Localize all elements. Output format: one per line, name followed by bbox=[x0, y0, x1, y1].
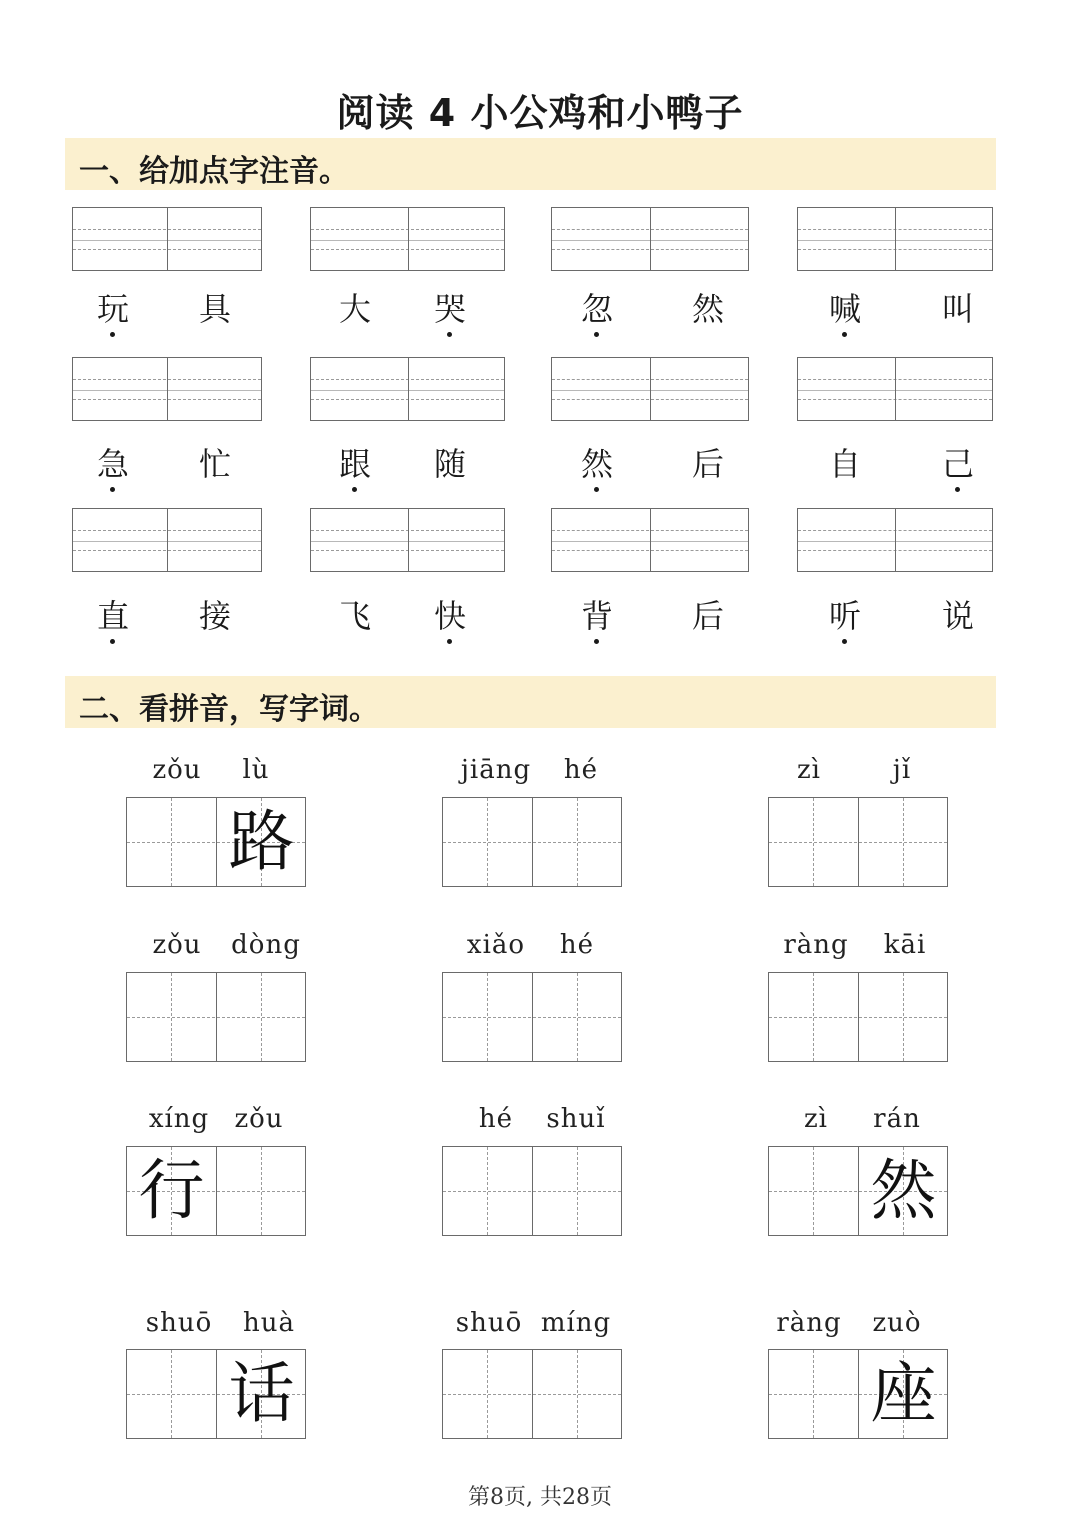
pinyin-label: jǐ bbox=[892, 755, 912, 785]
word-character: 随 bbox=[433, 445, 466, 483]
written-character bbox=[533, 1350, 622, 1438]
pinyin-grid[interactable] bbox=[72, 508, 262, 572]
pinyin-label: míng bbox=[540, 1308, 612, 1338]
word-character: 背 bbox=[572, 596, 622, 636]
word-character: 听 bbox=[820, 596, 870, 636]
pinyin-grid[interactable] bbox=[72, 357, 262, 421]
written-character bbox=[533, 1147, 622, 1235]
word-character: 直 bbox=[88, 596, 138, 636]
written-character bbox=[533, 973, 622, 1061]
page-footer: 第8页, 共28页 bbox=[468, 1485, 612, 1510]
pinyin-label: hé bbox=[563, 755, 599, 785]
pinyin-label: zǒu bbox=[234, 1104, 284, 1134]
word-character: 急 bbox=[88, 444, 138, 484]
pinyin-grid[interactable] bbox=[551, 207, 749, 271]
written-character bbox=[443, 973, 532, 1061]
writing-grid[interactable] bbox=[768, 1349, 948, 1439]
word-character: 大 bbox=[338, 290, 371, 328]
word-character: 喊 bbox=[820, 289, 870, 329]
written-character bbox=[769, 798, 858, 886]
written-character bbox=[859, 973, 948, 1061]
written-character bbox=[769, 1147, 858, 1235]
pinyin-label: shuō bbox=[145, 1308, 213, 1338]
writing-grid[interactable] bbox=[442, 1349, 622, 1439]
word-character: 哭 bbox=[425, 289, 475, 329]
pinyin-label: ràng bbox=[776, 1308, 842, 1338]
writing-grid[interactable] bbox=[442, 1146, 622, 1236]
writing-grid[interactable] bbox=[126, 1146, 306, 1236]
writing-grid[interactable] bbox=[126, 1349, 306, 1439]
written-character bbox=[443, 1147, 532, 1235]
word-character: 具 bbox=[198, 290, 231, 328]
word-character: 叫 bbox=[941, 290, 974, 328]
pinyin-label: hé bbox=[478, 1104, 514, 1134]
word-character: 接 bbox=[198, 597, 231, 635]
pinyin-label: zì bbox=[796, 755, 821, 785]
written-character bbox=[127, 1350, 216, 1438]
writing-grid[interactable] bbox=[768, 972, 948, 1062]
written-character: 然 bbox=[870, 1152, 937, 1229]
word-character: 飞 bbox=[338, 597, 371, 635]
writing-grid[interactable] bbox=[442, 972, 622, 1062]
written-character: 行 bbox=[138, 1152, 205, 1229]
section-1-heading: 一、给加点字注音。 bbox=[79, 154, 349, 189]
pinyin-grid[interactable] bbox=[797, 207, 993, 271]
pinyin-label: zǒu bbox=[152, 930, 202, 960]
pinyin-label: jiāng bbox=[460, 755, 532, 785]
word-character: 自 bbox=[828, 445, 861, 483]
written-character: 座 bbox=[870, 1355, 937, 1432]
pinyin-label: hé bbox=[559, 930, 595, 960]
pinyin-label: ràng bbox=[783, 930, 849, 960]
pinyin-grid[interactable] bbox=[310, 207, 505, 271]
page-title: 阅读 4 小公鸡和小鸭子 bbox=[336, 91, 744, 135]
pinyin-label: xiǎo bbox=[466, 930, 526, 960]
written-character bbox=[443, 798, 532, 886]
word-character: 忙 bbox=[198, 445, 231, 483]
written-character bbox=[217, 973, 306, 1061]
word-character: 后 bbox=[691, 597, 724, 635]
written-character: 路 bbox=[228, 803, 295, 880]
pinyin-label: xíng bbox=[148, 1104, 210, 1134]
pinyin-label: shuǐ bbox=[546, 1104, 606, 1134]
writing-grid[interactable] bbox=[768, 797, 948, 887]
pinyin-grid[interactable] bbox=[310, 508, 505, 572]
written-character bbox=[127, 973, 216, 1061]
written-character bbox=[127, 798, 216, 886]
word-character: 快 bbox=[425, 596, 475, 636]
pinyin-grid[interactable] bbox=[797, 508, 993, 572]
pinyin-grid[interactable] bbox=[551, 508, 749, 572]
word-character: 然 bbox=[572, 444, 622, 484]
section-1-header bbox=[65, 138, 996, 190]
writing-grid[interactable] bbox=[126, 972, 306, 1062]
writing-grid[interactable] bbox=[126, 797, 306, 887]
written-character bbox=[859, 798, 948, 886]
written-character bbox=[443, 1350, 532, 1438]
word-character: 忽 bbox=[572, 289, 622, 329]
pinyin-label: zuò bbox=[872, 1308, 922, 1338]
pinyin-grid[interactable] bbox=[310, 357, 505, 421]
word-character: 己 bbox=[933, 444, 983, 484]
pinyin-grid[interactable] bbox=[797, 357, 993, 421]
pinyin-label: rán bbox=[873, 1104, 921, 1134]
pinyin-label: zì bbox=[803, 1104, 828, 1134]
word-character: 说 bbox=[941, 597, 974, 635]
pinyin-label: huà bbox=[243, 1308, 295, 1338]
written-character bbox=[769, 1350, 858, 1438]
word-character: 跟 bbox=[330, 444, 380, 484]
word-character: 然 bbox=[691, 290, 724, 328]
writing-grid[interactable] bbox=[768, 1146, 948, 1236]
written-character bbox=[769, 973, 858, 1061]
written-character bbox=[533, 798, 622, 886]
pinyin-label: zǒu bbox=[152, 755, 202, 785]
section-2-heading: 二、看拼音，写字词。 bbox=[79, 692, 379, 727]
pinyin-label: dòng bbox=[231, 930, 301, 960]
pinyin-label: shuō bbox=[455, 1308, 523, 1338]
pinyin-grid[interactable] bbox=[551, 357, 749, 421]
written-character bbox=[217, 1147, 306, 1235]
written-character: 话 bbox=[228, 1355, 295, 1432]
section-2-header bbox=[65, 676, 996, 728]
pinyin-label: kāi bbox=[883, 930, 927, 960]
pinyin-label: lù bbox=[242, 755, 270, 785]
writing-grid[interactable] bbox=[442, 797, 622, 887]
word-character: 玩 bbox=[88, 289, 138, 329]
pinyin-grid[interactable] bbox=[72, 207, 262, 271]
word-character: 后 bbox=[691, 445, 724, 483]
